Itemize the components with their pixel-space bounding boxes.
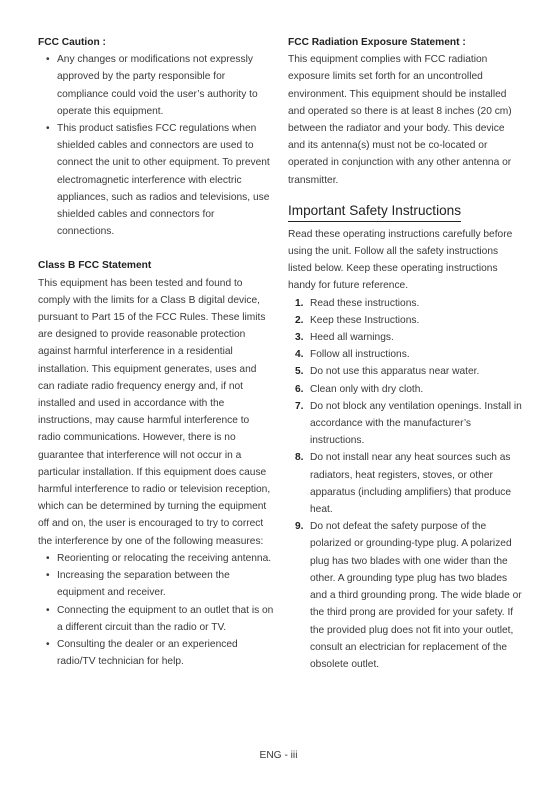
list-item: 2. Keep these Instructions. bbox=[288, 312, 524, 329]
bullet-icon: • bbox=[46, 638, 50, 650]
list-item: 5. Do not use this apparatus near water. bbox=[288, 363, 524, 380]
item-number: 5. bbox=[295, 366, 304, 378]
list-item: 8. Do not install near any heat sources such as radiators, heat registers, stoves, or other apparatus (including amplifiers) that produce heat. bbox=[288, 449, 524, 518]
item-number: 6. bbox=[295, 383, 304, 395]
bullet-icon: • bbox=[46, 552, 50, 564]
item-number: 8. bbox=[295, 452, 304, 464]
safety-intro: Read these operating instructions carefully before using the unit. Follow all the safety instructions listed below. Keep these operating instructions handy for future reference. bbox=[288, 228, 513, 292]
item-number: 3. bbox=[295, 332, 304, 344]
left-column bbox=[38, 34, 274, 670]
item-number: 7. bbox=[295, 400, 304, 412]
class-b-list bbox=[38, 550, 274, 670]
item-number: 9. bbox=[295, 521, 304, 533]
right-column bbox=[288, 34, 524, 673]
radiation-body: This equipment complies with FCC radiation exposure limits set forth for an uncontrolled environment. This equipment should be installed and operated so there is at least 8 inches (20 cm) between the radiator and your body. This device and its antenna(s) must not be co-located or operated in conjunction with any other antenna or transmitter. bbox=[288, 54, 512, 186]
list-item: • Connecting the equipment to an outlet that is on a different circuit than the radio or TV. bbox=[38, 602, 274, 636]
list-item: • Any changes or modifications not expressly approved by the party responsible for compliance could void the user’s authority to operate this equipment. bbox=[38, 51, 274, 120]
page-footer: ENG - iii bbox=[259, 750, 298, 761]
fcc-caution-list bbox=[38, 51, 274, 240]
list-item: 7. Do not block any ventilation openings. Install in accordance with the manufacturer’s instructions. bbox=[288, 398, 524, 450]
list-item: • Reorienting or relocating the receiving antenna. bbox=[38, 550, 274, 567]
list-item: • Increasing the separation between the equipment and receiver. bbox=[38, 567, 274, 601]
class-b-body: This equipment has been tested and found to comply with the limits for a Class B digital device, pursuant to Part 15 of the FCC Rules. These limits are designed to provide reasonable protection against harmful interference in a residential installation. This equipment generates, uses and can radiate radio frequency energy and, if not installed and used in accordance with the instructions, may cause harmful interference to radio communications. However, there is no guarantee that interference will not occur in a particular installation. If this equipment does cause harmful interference to radio or television reception, which can be determined by turning the equipment off and on, the user is encouraged to try to correct the interference by one of the following measures: bbox=[38, 277, 271, 547]
safety-list bbox=[288, 295, 524, 673]
item-number: 2. bbox=[295, 314, 304, 326]
list-item: • This product satisfies FCC regulations when shielded cables and connectors are used to connect the unit to other equipment. To prevent electromagnetic interference with electric appliances, such as radios and televisions, use shielded cables and connectors for connections. bbox=[38, 120, 274, 240]
item-number: 1. bbox=[295, 297, 304, 309]
class-b-heading: Class B FCC Statement bbox=[38, 260, 152, 272]
radiation-heading: FCC Radiation Exposure Statement : bbox=[288, 37, 466, 48]
bullet-icon: • bbox=[46, 54, 50, 66]
list-item: 4. Follow all instructions. bbox=[288, 346, 524, 363]
list-item: 1. Read these instructions. bbox=[288, 295, 524, 312]
item-number: 4. bbox=[295, 349, 304, 361]
bullet-icon: • bbox=[46, 570, 50, 582]
fcc-caution-heading: FCC Caution : bbox=[38, 37, 106, 48]
list-item: 3. Heed all warnings. bbox=[288, 329, 524, 346]
list-item: • Consulting the dealer or an experienced radio/TV technician for help. bbox=[38, 636, 274, 670]
bullet-icon: • bbox=[46, 604, 50, 616]
list-item: 9. Do not defeat the safety purpose of the polarized or grounding-type plug. A polarized plug has two blades with one wider than the other. A grounding type plug has two blades and a third grounding prong. The wide blade or the third prong are provided for your safety. If the provided plug does not fit into your outlet, consult an electrician for replacement of the obsolete outlet. bbox=[288, 518, 524, 673]
safety-heading: Important Safety Instructions bbox=[288, 201, 461, 222]
list-item: 6. Clean only with dry cloth. bbox=[288, 381, 524, 398]
bullet-icon: • bbox=[46, 123, 50, 135]
